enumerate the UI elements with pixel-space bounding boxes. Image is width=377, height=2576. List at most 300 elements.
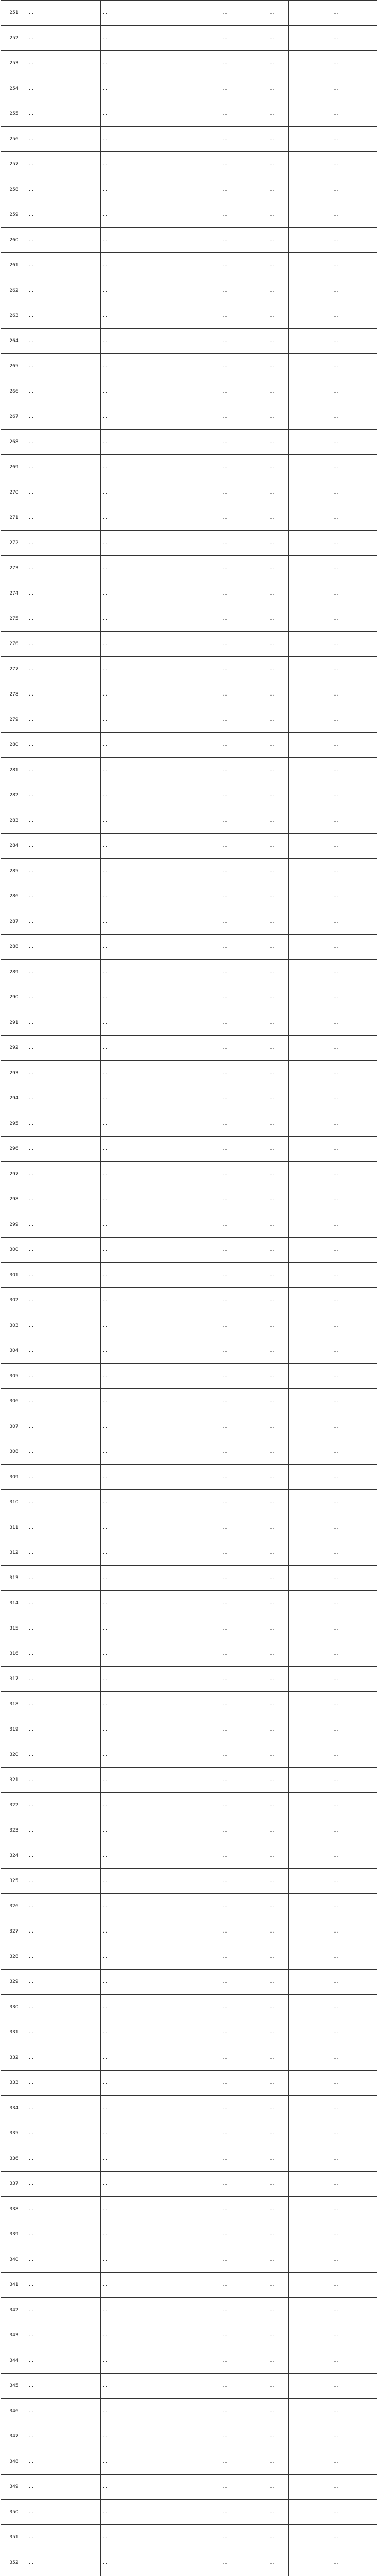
legal-representative: … <box>255 1540 289 1566</box>
table-row <box>1 1894 377 1919</box>
row-number: 339 <box>1 2222 27 2247</box>
contact-phone: … <box>195 1995 255 2020</box>
table-row <box>1 1061 377 1086</box>
company-name: … <box>27 1010 101 1036</box>
row-number: 300 <box>1 1238 27 1263</box>
license-number: … <box>289 2475 377 2500</box>
table-row <box>1 26 377 51</box>
license-number: … <box>289 2449 377 2475</box>
contact-phone: … <box>195 1137 255 1162</box>
company-name: … <box>27 2525 101 2550</box>
table-row <box>1 1566 377 1591</box>
table-row <box>1 2096 377 2121</box>
table-row <box>1 1818 377 1843</box>
contact-phone: … <box>195 2374 255 2399</box>
legal-representative: … <box>255 2525 289 2550</box>
contact-phone: … <box>195 657 255 682</box>
license-number: … <box>289 1061 377 1086</box>
company-address: … <box>101 859 195 884</box>
row-number: 275 <box>1 606 27 632</box>
contact-phone: … <box>195 253 255 278</box>
license-number: … <box>289 1616 377 1641</box>
company-name: … <box>27 884 101 909</box>
license-number: … <box>289 1238 377 1263</box>
company-address: … <box>101 1389 195 1414</box>
row-number: 319 <box>1 1717 27 1742</box>
contact-phone: … <box>195 354 255 379</box>
row-number: 310 <box>1 1490 27 1515</box>
row-number: 269 <box>1 455 27 480</box>
row-number: 273 <box>1 556 27 581</box>
license-number: … <box>289 1490 377 1515</box>
legal-representative: … <box>255 2096 289 2121</box>
company-address: … <box>101 1212 195 1238</box>
legal-representative: … <box>255 1692 289 1717</box>
registry-table-body <box>1 1 377 2576</box>
company-name: … <box>27 2399 101 2424</box>
license-number: … <box>289 682 377 707</box>
row-number: 332 <box>1 2045 27 2071</box>
company-address: … <box>101 935 195 960</box>
company-address: … <box>101 228 195 253</box>
table-row <box>1 1010 377 1036</box>
row-number: 346 <box>1 2399 27 2424</box>
legal-representative: … <box>255 127 289 152</box>
legal-representative: … <box>255 1591 289 1616</box>
contact-phone: … <box>195 455 255 480</box>
company-address: … <box>101 909 195 935</box>
company-address: … <box>101 177 195 202</box>
company-address: … <box>101 404 195 430</box>
registry-table <box>1 0 377 2576</box>
contact-phone: … <box>195 1036 255 1061</box>
contact-phone: … <box>195 2475 255 2500</box>
table-row <box>1 1995 377 2020</box>
contact-phone: … <box>195 1263 255 1288</box>
company-address: … <box>101 2273 195 2298</box>
contact-phone: … <box>195 278 255 303</box>
contact-phone: … <box>195 682 255 707</box>
contact-phone: … <box>195 960 255 985</box>
license-number: … <box>289 1919 377 1944</box>
table-row <box>1 152 377 177</box>
license-number: … <box>289 505 377 531</box>
table-row <box>1 2399 377 2424</box>
contact-phone: … <box>195 707 255 733</box>
contact-phone: … <box>195 1591 255 1616</box>
table-row <box>1 1338 377 1364</box>
table-row <box>1 834 377 859</box>
company-name: … <box>27 1869 101 1894</box>
row-number: 282 <box>1 783 27 808</box>
row-number: 296 <box>1 1137 27 1162</box>
row-number: 325 <box>1 1869 27 1894</box>
row-number: 305 <box>1 1364 27 1389</box>
legal-representative: … <box>255 556 289 581</box>
company-name: … <box>27 2348 101 2374</box>
contact-phone: … <box>195 935 255 960</box>
table-row <box>1 2298 377 2323</box>
company-name: … <box>27 2071 101 2096</box>
legal-representative: … <box>255 1843 289 1869</box>
table-row <box>1 758 377 783</box>
license-number: … <box>289 1414 377 1439</box>
row-number: 281 <box>1 758 27 783</box>
company-address: … <box>101 707 195 733</box>
row-number: 344 <box>1 2348 27 2374</box>
company-name: … <box>27 1995 101 2020</box>
table-row <box>1 960 377 985</box>
company-address: … <box>101 531 195 556</box>
company-address: … <box>101 1818 195 1843</box>
row-number: 349 <box>1 2475 27 2500</box>
table-row <box>1 1389 377 1414</box>
row-number: 283 <box>1 808 27 834</box>
legal-representative: … <box>255 783 289 808</box>
row-number: 316 <box>1 1641 27 1667</box>
company-name: … <box>27 1263 101 1288</box>
legal-representative: … <box>255 2475 289 2500</box>
legal-representative: … <box>255 1338 289 1364</box>
company-name: … <box>27 1111 101 1137</box>
company-name: … <box>27 1061 101 1086</box>
legal-representative: … <box>255 2298 289 2323</box>
table-row <box>1 2550 377 2575</box>
license-number: … <box>289 1439 377 1465</box>
table-row <box>1 2348 377 2374</box>
company-name: … <box>27 2273 101 2298</box>
table-row <box>1 404 377 430</box>
company-address: … <box>101 1591 195 1616</box>
license-number: … <box>289 2550 377 2575</box>
company-name: … <box>27 2121 101 2146</box>
company-name: … <box>27 909 101 935</box>
legal-representative: … <box>255 960 289 985</box>
legal-representative: … <box>255 808 289 834</box>
row-number: 308 <box>1 1439 27 1465</box>
license-number: … <box>289 632 377 657</box>
row-number: 317 <box>1 1667 27 1692</box>
legal-representative: … <box>255 2020 289 2045</box>
legal-representative: … <box>255 1288 289 1313</box>
row-number: 320 <box>1 1742 27 1768</box>
company-name: … <box>27 228 101 253</box>
company-name: … <box>27 1641 101 1667</box>
legal-representative: … <box>255 51 289 76</box>
legal-representative: … <box>255 2247 289 2273</box>
company-address: … <box>101 960 195 985</box>
company-name: … <box>27 202 101 228</box>
table-row <box>1 1692 377 1717</box>
legal-representative: … <box>255 505 289 531</box>
contact-phone: … <box>195 1162 255 1187</box>
license-number: … <box>289 2020 377 2045</box>
contact-phone: … <box>195 556 255 581</box>
legal-representative: … <box>255 2550 289 2575</box>
row-number: 330 <box>1 1995 27 2020</box>
legal-representative: … <box>255 1869 289 1894</box>
license-number: … <box>289 228 377 253</box>
license-number: … <box>289 455 377 480</box>
company-name: … <box>27 278 101 303</box>
table-row <box>1 2500 377 2525</box>
legal-representative: … <box>255 2348 289 2374</box>
table-row <box>1 505 377 531</box>
license-number: … <box>289 127 377 152</box>
license-number: … <box>289 1313 377 1338</box>
company-address: … <box>101 2374 195 2399</box>
license-number: … <box>289 2399 377 2424</box>
company-name: … <box>27 2096 101 2121</box>
company-address: … <box>101 1 195 26</box>
contact-phone: … <box>195 2172 255 2197</box>
license-number: … <box>289 960 377 985</box>
license-number: … <box>289 1187 377 1212</box>
legal-representative: … <box>255 455 289 480</box>
row-number: 340 <box>1 2247 27 2273</box>
license-number: … <box>289 2146 377 2172</box>
company-name: … <box>27 1414 101 1439</box>
company-address: … <box>101 1540 195 1566</box>
license-number: … <box>289 808 377 834</box>
company-name: … <box>27 758 101 783</box>
table-row <box>1 253 377 278</box>
contact-phone: … <box>195 1641 255 1667</box>
table-row <box>1 1768 377 1793</box>
contact-phone: … <box>195 909 255 935</box>
company-name: … <box>27 733 101 758</box>
row-number: 326 <box>1 1894 27 1919</box>
license-number: … <box>289 2045 377 2071</box>
company-name: … <box>27 1389 101 1414</box>
contact-phone: … <box>195 404 255 430</box>
company-address: … <box>101 1616 195 1641</box>
row-number: 343 <box>1 2323 27 2348</box>
table-row <box>1 480 377 505</box>
table-row <box>1 859 377 884</box>
legal-representative: … <box>255 101 289 127</box>
company-address: … <box>101 2197 195 2222</box>
contact-phone: … <box>195 1894 255 1919</box>
row-number: 288 <box>1 935 27 960</box>
company-name: … <box>27 430 101 455</box>
license-number: … <box>289 2197 377 2222</box>
contact-phone: … <box>195 2197 255 2222</box>
company-address: … <box>101 1111 195 1137</box>
table-row <box>1 1465 377 1490</box>
row-number: 342 <box>1 2298 27 2323</box>
legal-representative: … <box>255 1919 289 1944</box>
contact-phone: … <box>195 1566 255 1591</box>
legal-representative: … <box>255 404 289 430</box>
legal-representative: … <box>255 2273 289 2298</box>
table-row <box>1 51 377 76</box>
legal-representative: … <box>255 1 289 26</box>
legal-representative: … <box>255 228 289 253</box>
contact-phone: … <box>195 303 255 329</box>
legal-representative: … <box>255 707 289 733</box>
legal-representative: … <box>255 1742 289 1768</box>
contact-phone: … <box>195 1717 255 1742</box>
table-row <box>1 278 377 303</box>
legal-representative: … <box>255 2399 289 2424</box>
company-name: … <box>27 606 101 632</box>
company-address: … <box>101 1288 195 1313</box>
company-name: … <box>27 505 101 531</box>
table-row <box>1 2424 377 2449</box>
table-row <box>1 1162 377 1187</box>
company-address: … <box>101 1187 195 1212</box>
contact-phone: … <box>195 1364 255 1389</box>
legal-representative: … <box>255 2071 289 2096</box>
legal-representative: … <box>255 1944 289 1970</box>
table-row <box>1 707 377 733</box>
row-number: 265 <box>1 354 27 379</box>
company-address: … <box>101 1010 195 1036</box>
company-address: … <box>101 379 195 404</box>
contact-phone: … <box>195 2096 255 2121</box>
contact-phone: … <box>195 758 255 783</box>
contact-phone: … <box>195 1389 255 1414</box>
legal-representative: … <box>255 379 289 404</box>
license-number: … <box>289 657 377 682</box>
company-name: … <box>27 1086 101 1111</box>
table-row <box>1 303 377 329</box>
company-name: … <box>27 2323 101 2348</box>
legal-representative: … <box>255 177 289 202</box>
license-number: … <box>289 430 377 455</box>
license-number: … <box>289 1010 377 1036</box>
company-address: … <box>101 2020 195 2045</box>
row-number: 302 <box>1 1288 27 1313</box>
company-address: … <box>101 1338 195 1364</box>
license-number: … <box>289 1263 377 1288</box>
company-address: … <box>101 606 195 632</box>
license-number: … <box>289 1793 377 1818</box>
company-name: … <box>27 2020 101 2045</box>
company-address: … <box>101 253 195 278</box>
license-number: … <box>289 1212 377 1238</box>
license-number: … <box>289 253 377 278</box>
company-address: … <box>101 2071 195 2096</box>
row-number: 264 <box>1 329 27 354</box>
table-row <box>1 1364 377 1389</box>
company-address: … <box>101 632 195 657</box>
table-row <box>1 177 377 202</box>
company-address: … <box>101 556 195 581</box>
company-address: … <box>101 1641 195 1667</box>
company-name: … <box>27 2197 101 2222</box>
license-number: … <box>289 101 377 127</box>
legal-representative: … <box>255 2500 289 2525</box>
contact-phone: … <box>195 1 255 26</box>
license-number: … <box>289 733 377 758</box>
legal-representative: … <box>255 1818 289 1843</box>
row-number: 257 <box>1 152 27 177</box>
row-number: 309 <box>1 1465 27 1490</box>
legal-representative: … <box>255 1566 289 1591</box>
table-row <box>1 1238 377 1263</box>
license-number: … <box>289 1591 377 1616</box>
row-number: 278 <box>1 682 27 707</box>
contact-phone: … <box>195 884 255 909</box>
contact-phone: … <box>195 1111 255 1137</box>
company-name: … <box>27 51 101 76</box>
row-number: 333 <box>1 2071 27 2096</box>
row-number: 297 <box>1 1162 27 1187</box>
table-row <box>1 1263 377 1288</box>
license-number: … <box>289 1869 377 1894</box>
company-address: … <box>101 2449 195 2475</box>
legal-representative: … <box>255 733 289 758</box>
row-number: 263 <box>1 303 27 329</box>
license-number: … <box>289 1540 377 1566</box>
license-number: … <box>289 985 377 1010</box>
company-address: … <box>101 1086 195 1111</box>
row-number: 256 <box>1 127 27 152</box>
legal-representative: … <box>255 1111 289 1137</box>
contact-phone: … <box>195 1061 255 1086</box>
row-number: 318 <box>1 1692 27 1717</box>
table-row <box>1 783 377 808</box>
table-row <box>1 1111 377 1137</box>
table-row <box>1 455 377 480</box>
legal-representative: … <box>255 1641 289 1667</box>
table-row <box>1 1641 377 1667</box>
contact-phone: … <box>195 1439 255 1465</box>
table-row <box>1 1717 377 1742</box>
table-row <box>1 1490 377 1515</box>
table-row <box>1 101 377 127</box>
table-row <box>1 808 377 834</box>
company-name: … <box>27 404 101 430</box>
contact-phone: … <box>195 581 255 606</box>
contact-phone: … <box>195 1540 255 1566</box>
contact-phone: … <box>195 1843 255 1869</box>
company-name: … <box>27 1288 101 1313</box>
license-number: … <box>289 1717 377 1742</box>
company-name: … <box>27 1566 101 1591</box>
table-row <box>1 1793 377 1818</box>
contact-phone: … <box>195 733 255 758</box>
company-name: … <box>27 1717 101 1742</box>
license-number: … <box>289 2222 377 2247</box>
table-row <box>1 1616 377 1641</box>
row-number: 304 <box>1 1338 27 1364</box>
contact-phone: … <box>195 2071 255 2096</box>
row-number: 286 <box>1 884 27 909</box>
company-name: … <box>27 1742 101 1768</box>
row-number: 255 <box>1 101 27 127</box>
company-address: … <box>101 2096 195 2121</box>
company-address: … <box>101 2172 195 2197</box>
row-number: 251 <box>1 1 27 26</box>
license-number: … <box>289 884 377 909</box>
row-number: 277 <box>1 657 27 682</box>
license-number: … <box>289 935 377 960</box>
table-row <box>1 1288 377 1313</box>
license-number: … <box>289 1970 377 1995</box>
legal-representative: … <box>255 152 289 177</box>
license-number: … <box>289 1465 377 1490</box>
legal-representative: … <box>255 76 289 101</box>
legal-representative: … <box>255 480 289 505</box>
contact-phone: … <box>195 480 255 505</box>
license-number: … <box>289 1086 377 1111</box>
license-number: … <box>289 278 377 303</box>
table-row <box>1 127 377 152</box>
company-name: … <box>27 1843 101 1869</box>
